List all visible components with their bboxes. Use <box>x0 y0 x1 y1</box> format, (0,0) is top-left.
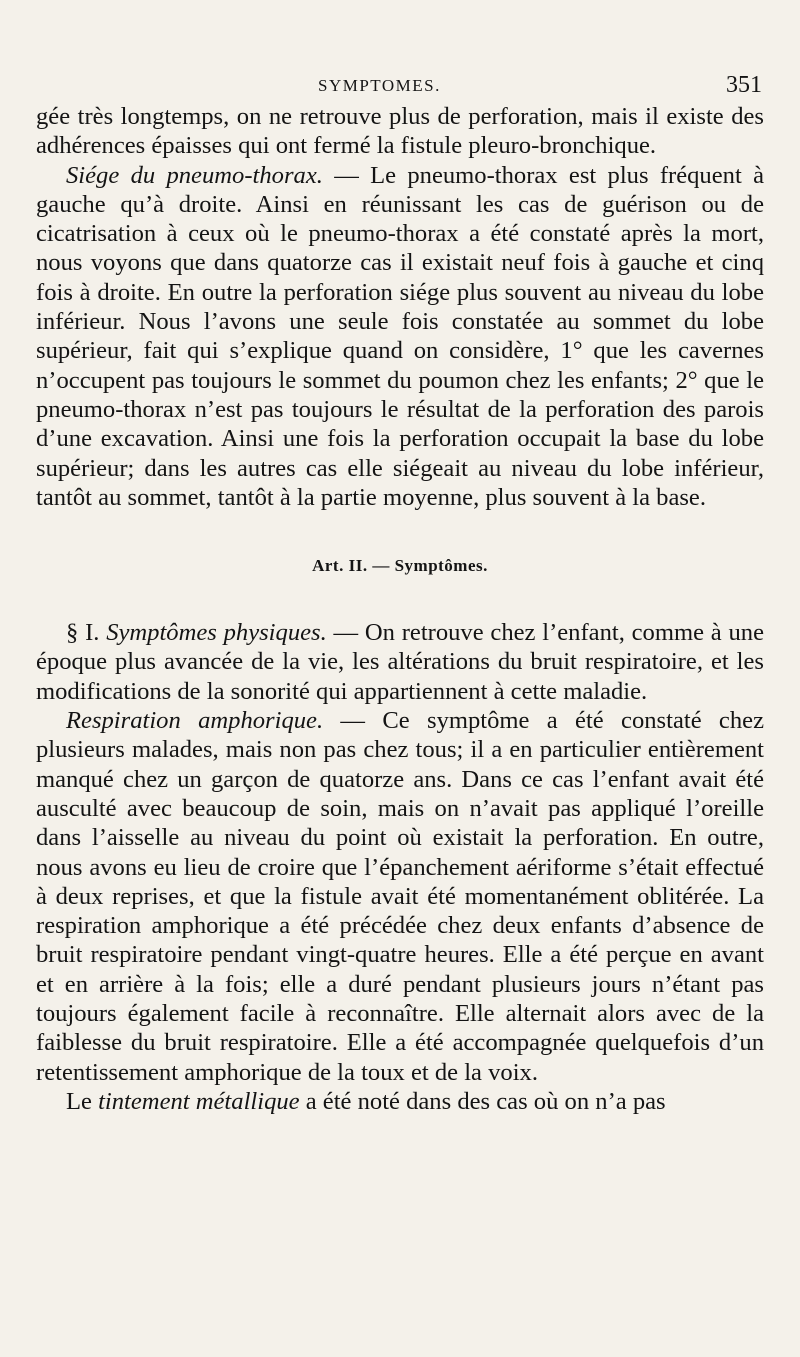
section-heading: Art. II. — Symptômes. <box>312 556 488 576</box>
paragraph-respiration-text: — Ce symptôme a été constaté chez plusieurs malades, mais non pas chez tous; il a en particulier entièrement manqué chez un garçon de quatorze ans. Dans ce cas l’enfant avait été ausculté avec beaucoup de soin, mais on n’avait pas appliqué l’oreille dans l’aisselle au niveau du point où existait la perforation. En outre, nous avons eu lieu de croire que l’épanchement aériforme s’était effectué à deux reprises, et que la fistule avait été momentanément oblitérée. La respiration amphorique a été précédée chez deux enfants d’absence de bruit respiratoire pendant vingt-quatre heures. Elle a été perçue en avant et en arrière à la fois; elle a duré pendant plusieurs jours n’étant pas toujours également facile à reconnaître. Elle alternait alors avec de la faiblesse du bruit respiratoire. Elle a été accompagnée quelquefois d’un retentissement amphorique de la toux et de la voix. <box>36 707 764 1086</box>
running-head <box>36 70 764 102</box>
paragraph-continuation: gée très longtemps, on ne retrouve plus de perforation, mais il existe des adhérences épaisses qui ont fermé la fistule pleuro-bronchique. <box>36 103 764 160</box>
paragraph-tintement-text: a été noté dans des cas où on n’a pas <box>299 1087 666 1115</box>
paragraph-respiration-lead: Respiration amphorique. <box>66 707 324 735</box>
paragraph-symptomes-physiques <box>36 618 764 706</box>
paragraph-respiration-amphorique <box>36 706 764 1087</box>
paragraph-tintement <box>36 1087 764 1116</box>
paragraph-siege <box>36 161 764 513</box>
paragraph-tintement-lead: tintement métallique <box>98 1087 300 1115</box>
section-prefix: § I. <box>66 619 107 647</box>
page-number: 351 <box>726 72 762 98</box>
paragraph-siege-lead: Siége du pneumo-thorax. <box>66 161 323 189</box>
running-head-title: SYMPTOMES. <box>318 76 441 95</box>
paragraph-tintement-prefix: Le <box>66 1087 99 1115</box>
paragraph-symptomes-lead: Symptômes physiques. <box>106 619 327 647</box>
paragraph-siege-text: — Le pneumo-thorax est plus fréquent à gauche qu’à droite. Ainsi en réunissant les cas de guérison ou de cicatrisation à ceux où le pneumo-thorax a été constaté après la mort, nous voyons que dans quatorze cas il existait neuf fois à gauche et cinq fois à droite. En outre la perforation siége plus souvent au niveau du lobe inférieur. Nous l’avons une seule fois constatée au sommet du lobe supérieur, fait qui s’explique quand on considère, 1° que les cavernes n’occupent pas toujours le sommet du poumon chez les enfants; 2° que le pneumo-thorax n’est pas toujours le résultat de la perforation des parois d’une excavation. Ainsi une fois la perforation occupait la base du lobe supérieur; dans les autres cas elle siégeait au niveau du lobe inférieur, tantôt au sommet, tantôt à la partie moyenne, plus souvent à la base. <box>36 161 765 511</box>
book-page <box>36 70 764 1116</box>
paragraph-symptomes-text: — On retrouve chez l’enfant, comme à une époque plus avancée de la vie, les altérations du bruit respiratoire, et les modifications de la sonorité qui appartiennent à cette maladie. <box>36 619 764 705</box>
